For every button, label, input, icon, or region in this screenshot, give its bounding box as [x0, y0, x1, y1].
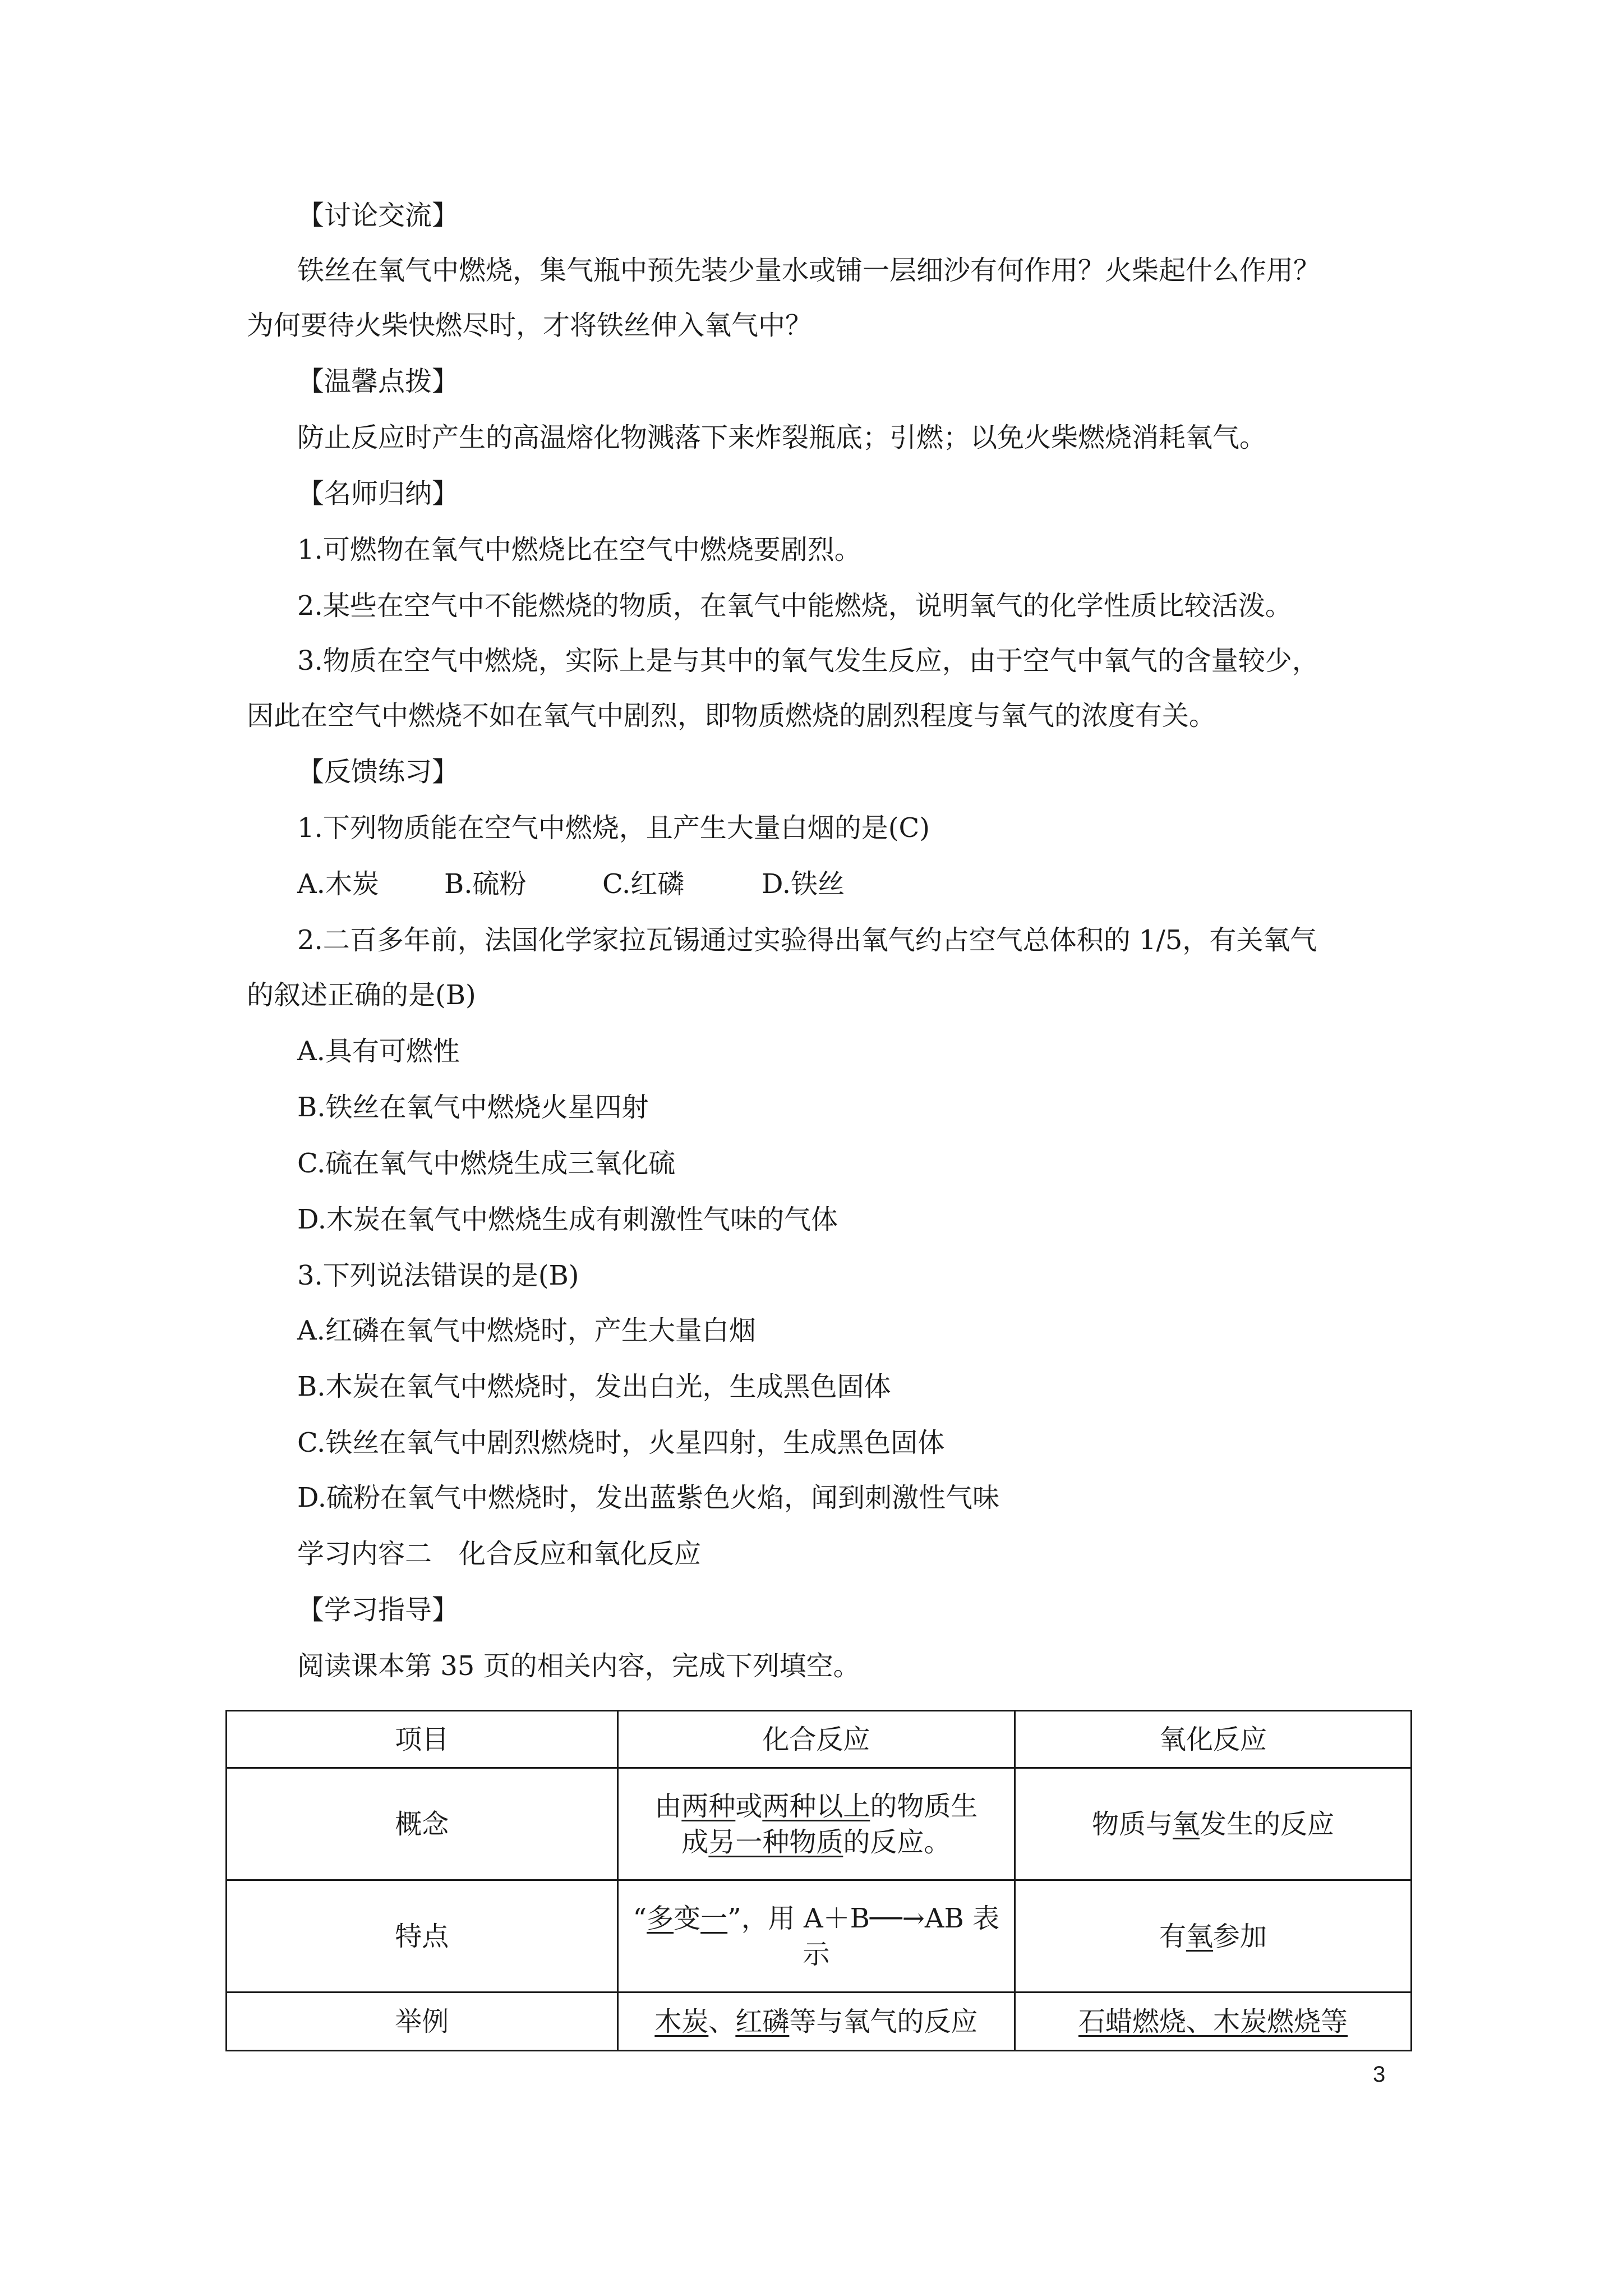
q2-option-a: A.具有可燃性	[297, 1036, 460, 1067]
page-number: 3	[1373, 2062, 1386, 2087]
feature-combination-cell	[617, 1880, 1015, 1993]
text-fragment: ”，用 A＋B──→AB 表	[727, 1902, 1000, 1934]
q3-option-c: C.铁丝在氧气中剧烈燃烧时，火星四射，生成黑色固体	[297, 1427, 945, 1458]
feature-oxidation-cell	[1015, 1880, 1412, 1993]
text-fragment: 参加	[1213, 1920, 1267, 1952]
summary-item-3-line1: 3.物质在空气中燃烧，实际上是与其中的氧气发生反应，由于空气中氧气的含量较少，	[297, 645, 1319, 677]
answer-blank: 木炭	[654, 2005, 709, 2037]
discussion-heading: 【讨论交流】	[297, 200, 459, 231]
q1-option-a: A.木炭	[297, 868, 379, 900]
tip-heading: 【温馨点拨】	[297, 366, 459, 397]
table-row-feature	[227, 1880, 1412, 1993]
table-row-example	[227, 1993, 1412, 2051]
text-fragment: 成	[681, 1826, 709, 1858]
guide-text: 阅读课本第 35 页的相关内容，完成下列填空。	[297, 1650, 860, 1682]
concept-combination-cell	[617, 1768, 1015, 1880]
q1-option-d: D.铁丝	[762, 868, 845, 900]
question-1-options	[297, 866, 845, 902]
answer-blank: 红磷	[735, 2005, 790, 2037]
text-fragment: 有	[1159, 1920, 1187, 1952]
answer-blank: 另一种物质	[708, 1826, 843, 1858]
text-fragment: 等与氧气的反应	[789, 2005, 978, 2037]
text-fragment: 、	[708, 2005, 736, 2037]
table-header-row	[227, 1711, 1412, 1768]
practice-heading: 【反馈练习】	[297, 756, 459, 788]
tip-text: 防止反应时产生的高温熔化物溅落下来炸裂瓶底；引燃；以免火柴燃烧消耗氧气。	[297, 422, 1267, 453]
feature-label: 特点	[227, 1880, 618, 1993]
text-fragment: 发生的反应	[1200, 1808, 1335, 1840]
text-fragment: “	[633, 1902, 647, 1934]
concept-label: 概念	[227, 1768, 618, 1880]
header-oxidation: 氧化反应	[1015, 1711, 1412, 1768]
example-oxidation-cell	[1015, 1993, 1412, 2051]
answer-blank: 两种以上	[762, 1790, 870, 1822]
text-fragment: 示	[803, 1938, 830, 1970]
text-fragment: 物质与	[1092, 1808, 1173, 1840]
question-1-stem: 1.下列物质能在空气中燃烧，且产生大量白烟的是(C)	[297, 812, 930, 844]
example-label: 举例	[227, 1993, 618, 2051]
q1-option-c: C.红磷	[602, 868, 685, 900]
header-combination: 化合反应	[617, 1711, 1015, 1768]
answer-blank: 一	[700, 1902, 728, 1934]
q2-option-c: C.硫在氧气中燃烧生成三氧化硫	[297, 1148, 676, 1179]
answer-blank: 石蜡燃烧、木炭燃烧等	[1078, 2005, 1348, 2037]
answer-blank: 多	[647, 1902, 674, 1934]
summary-item-1: 1.可燃物在氧气中燃烧比在空气中燃烧要剧烈。	[297, 534, 861, 565]
text-fragment: 变	[674, 1902, 701, 1934]
question-3-stem: 3.下列说法错误的是(B)	[297, 1260, 579, 1291]
q3-option-a: A.红磷在氧气中燃烧时，产生大量白烟	[297, 1315, 756, 1346]
text-fragment: 的物质生	[870, 1790, 978, 1822]
summary-item-2: 2.某些在空气中不能燃烧的物质，在氧气中能燃烧，说明氧气的化学性质比较活泼。	[297, 590, 1292, 622]
text-fragment: 由	[654, 1790, 682, 1822]
discussion-question-line1: 铁丝在氧气中燃烧，集气瓶中预先装少量水或铺一层细沙有何作用？火柴起什么作用？	[297, 255, 1321, 286]
discussion-question-line2: 为何要待火柴快燃尽时，才将铁丝伸入氧气中？	[247, 310, 813, 341]
summary-item-3-line2: 因此在空气中燃烧不如在氧气中剧烈，即物质燃烧的剧烈程度与氧气的浓度有关。	[247, 700, 1216, 731]
q2-option-b: B.铁丝在氧气中燃烧火星四射	[297, 1092, 649, 1123]
q3-option-b: B.木炭在氧气中燃烧时，发出白光，生成黑色固体	[297, 1371, 891, 1402]
table-row-concept	[227, 1768, 1412, 1880]
concept-oxidation-cell	[1015, 1768, 1412, 1880]
q1-option-b: B.硫粉	[444, 868, 527, 900]
answer-blank: 氧	[1186, 1920, 1214, 1952]
text-fragment: 或	[735, 1790, 763, 1822]
example-combination-cell	[617, 1993, 1015, 2051]
section-2-title: 学习内容二 化合反应和氧化反应	[297, 1538, 702, 1570]
text-fragment: 的反应。	[843, 1826, 951, 1858]
summary-heading: 【名师归纳】	[297, 478, 459, 509]
guide-heading: 【学习指导】	[297, 1594, 459, 1626]
q2-option-d: D.木炭在氧气中燃烧生成有刺激性气味的气体	[297, 1204, 838, 1235]
reaction-comparison-table	[225, 1710, 1412, 2051]
question-2-stem-line2: 的叙述正确的是(B)	[247, 979, 476, 1011]
q3-option-d: D.硫粉在氧气中燃烧时，发出蓝紫色火焰，闻到刺激性气味	[297, 1482, 1000, 1513]
header-item: 项目	[227, 1711, 618, 1768]
answer-blank: 两种	[681, 1790, 736, 1822]
answer-blank: 氧	[1173, 1808, 1200, 1840]
question-2-stem-line1: 2.二百多年前，法国化学家拉瓦锡通过实验得出氧气约占空气总体积的 1/5，有关氧气	[297, 924, 1317, 956]
